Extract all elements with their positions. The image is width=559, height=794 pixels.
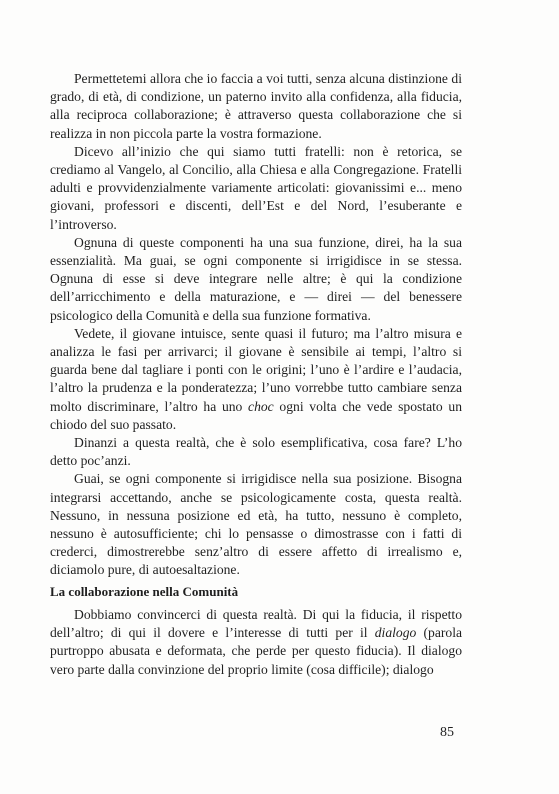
paragraph-6: Guai, se ogni componente si irrigidisce nella sua posizione. Bisogna integrarsi accettando, anche se psicologicamente costa, questa realtà. Nessuno, in nessuna posizione ed età, ha tutto, nessuno è completo, nessuno è autosufficiente; chi lo pensasse o dimostrasse con i fatti di crederci, dimostrerebbe senz’altro di essere affetto di irrealismo e, diciamolo pure, di autoesaltazione. bbox=[50, 471, 462, 578]
paragraph-2: Dicevo all’inizio che qui siamo tutti fratelli: non è retorica, se crediamo al Vangelo, al Concilio, alla Chiesa e alla Congregazione. Fratelli adulti e provvidenzialmente variamente articolati: giovanissimi e... meno giovani, professori e discenti, dell’Est e del Nord, l’esuberante e l’introverso. bbox=[50, 143, 462, 232]
paragraph-5: Dinanzi a questa realtà, che è solo esemplificativa, cosa fare? L’ho detto poc’anzi. bbox=[50, 435, 462, 469]
paragraph-4: Vedete, il giovane intuisce, sente quasi il futuro; ma l’altro misura e analizza le fasi per arrivarci; il giovane è sensibile ai tempi, l’altro si guarda bene dal tagliare i ponti con le origini; l’uno è l’ardire e l’audacia, l’altro la prudenza e la ponderatezza; l’uno vorrebbe tutto cambiare senza molto discriminare, l’altro ha uno choc ogni volta che vede spostato un chiodo del suo passato. bbox=[50, 325, 462, 432]
section-heading: La collaborazione nella Comunità bbox=[50, 584, 239, 599]
paragraph-3: Ognuna di queste componenti ha una sua funzione, direi, ha la sua essenzialità. Ma guai, se ogni componente si irrigidisce in se stessa. Ognuna di esse si deve integrare nelle altre; è qui la condizione dell’arricchimento e della maturazione, e — direi — del benessere psicologico della Comunità e della sua funzione formativa. bbox=[50, 234, 462, 323]
paragraph-1: Permettetemi allora che io faccia a voi tutti, senza alcuna distinzione di grado, di età, di condizione, un paterno invito alla confidenza, alla fiducia, alla reciproca collaborazione; è attraverso questa collaborazione che si realizza in non piccola parte la vostra formazione. bbox=[50, 71, 462, 141]
page-number: 85 bbox=[440, 725, 454, 740]
section-body bbox=[50, 606, 462, 679]
paragraph-7: Dobbiamo convincerci di questa realtà. Di qui la fiducia, il rispetto dell’altro; di qui il dovere e l’interesse di tutti per il dialogo (parola purtroppo abusata e deformata, che perde per questo fiducia). Il dialogo vero parte dalla convinzione del proprio limite (cosa difficile); dialogo bbox=[50, 607, 463, 677]
body-text bbox=[50, 70, 462, 580]
